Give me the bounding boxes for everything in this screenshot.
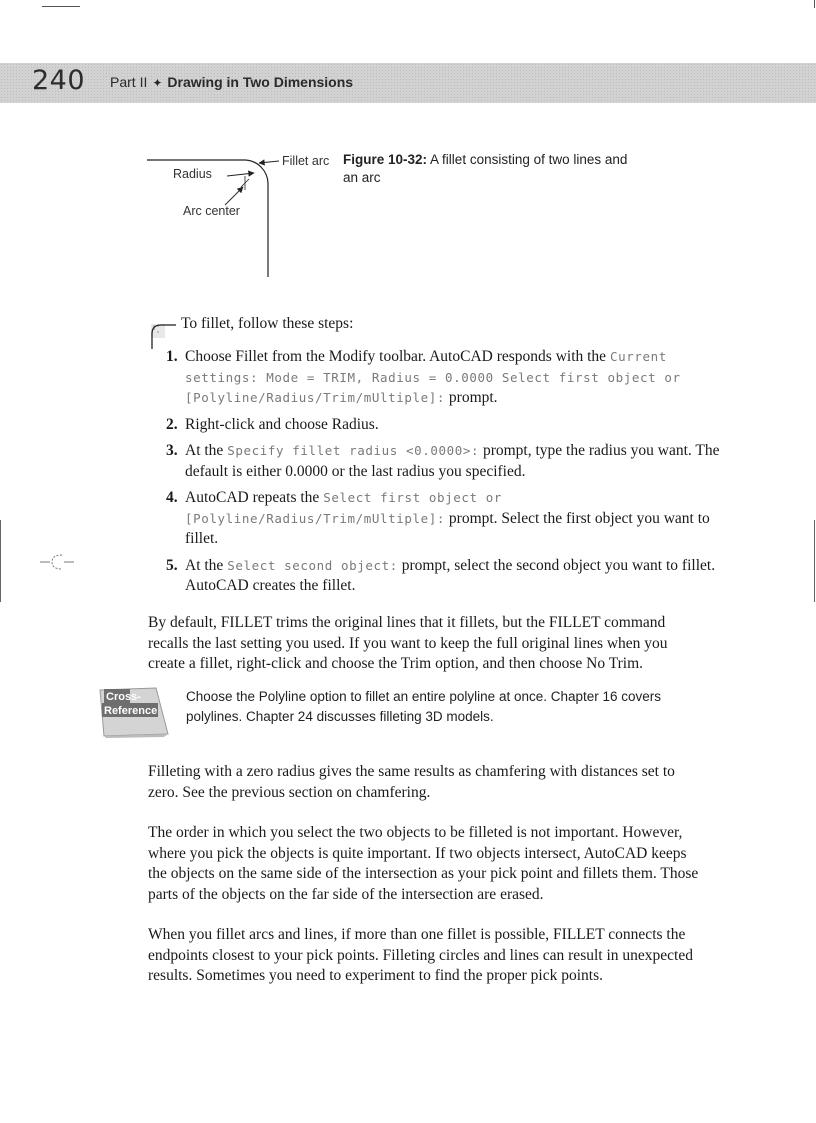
running-header: [0, 63, 816, 103]
step-text: AutoCAD repeats the: [185, 489, 324, 506]
fillet-tool-icon: [149, 320, 177, 350]
step-text: At the: [185, 442, 228, 459]
command-prompt: Select first object or [Polyline/Radius/Trim/mUltiple]:: [185, 490, 502, 526]
step-2: [166, 415, 726, 436]
figure-caption: [343, 151, 643, 187]
fillet-arc-label: Fillet arc: [282, 154, 330, 168]
step-3: [166, 441, 726, 482]
steps-list: [166, 347, 726, 603]
top-crop-rule: [42, 6, 80, 7]
step-1: [166, 347, 726, 409]
paragraph-zero-radius: Filleting with a zero radius gives the same results as chamfering with distances set to zero. See the previous section on chamfering.: [148, 763, 675, 801]
step-number: 4.: [166, 489, 178, 506]
step-text: prompt. Select the first object you want to fillet.: [185, 509, 710, 547]
step-text: Choose Fillet from the Modify toolbar. AutoCAD responds with the: [185, 348, 610, 365]
icon-reference-text: Reference: [104, 705, 158, 717]
step-text: At the: [185, 556, 228, 574]
icon-cross-text: Cross-: [106, 691, 141, 703]
step-5: [166, 556, 726, 597]
command-prompt: Select second object:: [227, 557, 398, 573]
paragraph-trim-setting: By default, FILLET trims the original lines that it fillets, but the FILLET command recalls the last setting you used. If you want to keep the full original lines when you create a fillet, right-click and choose the Trim option, and then choose No Trim.: [148, 614, 668, 672]
step-text: Right-click and choose Radius.: [185, 415, 379, 433]
step-text: prompt, select the second object you want to fillet. AutoCAD creates the fillet.: [185, 556, 716, 594]
step-number: 1.: [166, 348, 178, 365]
figure-number: Figure 10-32:: [343, 152, 428, 167]
command-prompt: Specify fillet radius <0.0000>:: [227, 443, 480, 458]
arc-center-leader: [225, 187, 243, 205]
step-text: prompt.: [445, 389, 498, 406]
paragraph-arcs-lines: When you fillet arcs and lines, if more than one fillet is possible, FILLET connects the endpoints closest to your pick points. Filleting circles and lines can result in unexpected results. Sometimes you need to experiment to find the proper pick points.: [148, 926, 693, 984]
paragraph-pick-order: The order in which you select the two objects to be filleted is not important. However, where you pick the objects is quite important. If two objects intersect, AutoCAD keeps the objects on the same side of the intersection as your pick point and fillets them. Those parts of the objects on the far side of the intersection are erased.: [148, 824, 699, 903]
running-head: [110, 74, 353, 90]
steps-intro: To fillet, follow these steps:: [181, 315, 354, 332]
chapter-title: Drawing in Two Dimensions: [167, 74, 354, 90]
cross-reference-icon: [98, 686, 170, 738]
top-crop-tick: [814, 0, 815, 8]
step-number: 5.: [166, 556, 178, 574]
cross-reference-note: Choose the Polyline option to fillet an entire polyline at once. Chapter 16 covers polylines. Chapter 24 discusses filleting 3D models.: [186, 689, 662, 724]
page-number: 240: [32, 65, 86, 96]
step-number: 3.: [166, 442, 178, 459]
registration-mark-icon: [40, 552, 74, 572]
step-text: prompt, type the radius you want. The default is either 0.0000 or the last radius you specified.: [185, 442, 720, 480]
command-prompt: Current settings: Mode = TRIM, Radius = 0.0000 Select first object or [Polyline/Radius/Trim/mUltiple]:: [185, 349, 681, 405]
right-margin-rule: [814, 520, 815, 602]
part-label: Part II: [110, 74, 148, 90]
radius-leader: [227, 173, 254, 176]
step-4: [166, 488, 726, 550]
arc-center-label: Arc center: [183, 204, 240, 218]
radius-label: Radius: [173, 167, 212, 181]
fillet-arc-leader: [259, 161, 279, 163]
diamond-separator-icon: ✦: [152, 76, 163, 90]
step-number: 2.: [166, 415, 178, 433]
figure-caption-text: A fillet consisting of two lines and an arc: [343, 152, 628, 185]
left-margin-rule: [0, 520, 1, 602]
